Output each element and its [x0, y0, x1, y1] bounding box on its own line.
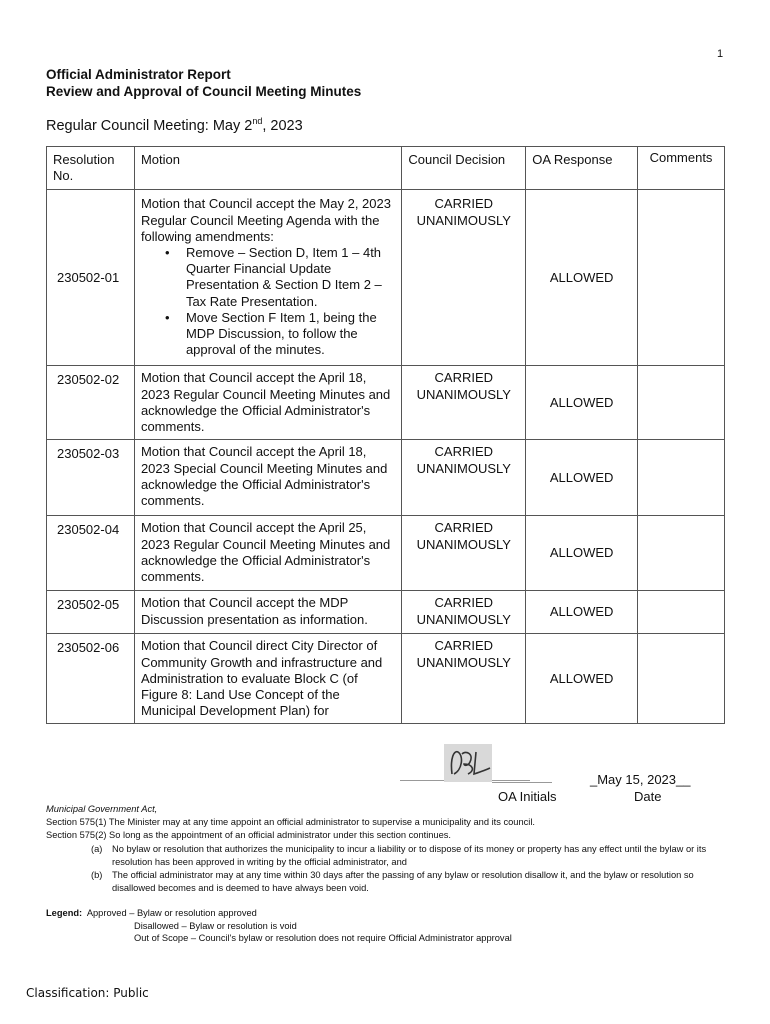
council-decision	[402, 440, 526, 516]
decision-line1: CARRIED	[434, 444, 494, 460]
legal-section	[46, 803, 726, 895]
resolution-number: 230502-01	[47, 190, 135, 366]
oa-response: ALLOWED	[526, 516, 638, 591]
meeting-prefix: Regular Council Meeting: May 2	[46, 118, 253, 134]
motion-text: Motion that Council direct City Director of Community Growth and infrastructure and Administration to evaluate Block C (of Figure 8: Land Use Concept of the Municipal Development Plan) for	[134, 634, 401, 724]
oa-response: ALLOWED	[526, 190, 638, 366]
header-oa-response: OA Response	[526, 147, 638, 190]
decision-line1: CARRIED	[434, 196, 494, 212]
subsection-b	[46, 869, 726, 895]
decision-line1: CARRIED	[434, 595, 494, 611]
council-decision	[402, 190, 526, 366]
comments-cell	[638, 634, 725, 724]
comments-cell	[638, 440, 725, 516]
resolution-number: 230502-05	[47, 591, 135, 634]
amendment-item: • Move Section F Item 1, being the MDP Discussion, to follow the approval of the minutes.	[186, 310, 397, 359]
resolution-number: 230502-02	[47, 366, 135, 440]
header-decision: Council Decision	[402, 147, 526, 190]
subsection-a	[46, 843, 726, 869]
decision-line1: CARRIED	[434, 370, 494, 386]
amendment-item: • Remove – Section D, Item 1 – 4th Quarter Financial Update Presentation & Section D Item 2 – Tax Rate Presentation.	[186, 245, 397, 310]
decision-line1: CARRIED	[434, 520, 494, 536]
comments-cell	[638, 366, 725, 440]
subsection-a-label: (a)	[91, 843, 103, 854]
header-motion: Motion	[134, 147, 401, 190]
oa-response: ALLOWED	[526, 366, 638, 440]
meeting-suffix: , 2023	[262, 118, 303, 134]
minutes-table	[46, 146, 725, 724]
signature-date: _May 15, 2023__	[590, 772, 691, 787]
comments-cell	[638, 190, 725, 366]
table-row	[47, 591, 725, 634]
table-row	[47, 440, 725, 516]
header-resolution-line2: No.	[53, 168, 74, 184]
council-decision	[402, 366, 526, 440]
page-number: 1	[717, 48, 724, 60]
header-resolution	[47, 147, 135, 190]
classification-label: Classification: Public	[26, 986, 149, 1000]
legend-out-of-scope: Out of Scope – Council's bylaw or resolution does not require Official Administrator approval	[134, 933, 512, 943]
motion-text: Motion that Council accept the April 18, 2023 Special Council Meeting Minutes and acknowledge the Official Administrator's comments.	[134, 440, 401, 516]
decision-line2: UNANIMOUSLY	[416, 386, 511, 402]
header-comments: Comments	[638, 147, 725, 190]
legend	[46, 907, 512, 945]
section-575-1: Section 575(1) The Minister may at any time appoint an official administrator to supervise a municipality and its council.	[46, 817, 536, 828]
signature-block	[400, 742, 730, 804]
comments-cell	[638, 516, 725, 591]
table-header-row	[47, 147, 725, 190]
initials-line	[492, 782, 552, 783]
oa-initials-label: OA Initials	[498, 789, 557, 804]
motion-text: Motion that Council accept the April 18, 2023 Regular Council Meeting Minutes and acknowledge the Official Administrator's comments.	[134, 366, 401, 440]
legend-approved: Approved – Bylaw or resolution approved	[86, 908, 257, 918]
title-line-1: Official Administrator Report	[46, 67, 231, 82]
decision-line2: UNANIMOUSLY	[416, 611, 511, 627]
report-title	[46, 66, 361, 100]
motion-text: Motion that Council accept the MDP Discussion presentation as information.	[134, 591, 401, 634]
resolution-number: 230502-03	[47, 440, 135, 516]
section-575-2: Section 575(2) So long as the appointment of an official administrator under this section continues.	[46, 830, 452, 841]
resolution-number: 230502-06	[47, 634, 135, 724]
subsection-b-text: The official administrator may at any time within 30 days after the passing of any bylaw or resolution disallow it, and the bylaw or resolution so disallowed becomes and is deemed to have always been void.	[112, 870, 694, 894]
decision-line2: UNANIMOUSLY	[416, 654, 511, 670]
legend-approved-row	[46, 907, 512, 920]
signature-image	[444, 744, 492, 782]
legend-disallowed: Disallowed – Bylaw or resolution is void	[134, 920, 297, 931]
oa-response: ALLOWED	[526, 591, 638, 634]
decision-line2: UNANIMOUSLY	[416, 460, 511, 476]
subsection-b-label: (b)	[91, 870, 103, 881]
act-title: Municipal Government Act,	[46, 804, 158, 814]
council-decision	[402, 634, 526, 724]
meeting-sup: nd	[252, 116, 263, 127]
table-row	[47, 366, 725, 440]
motion-text: Motion that Council accept the April 25, 2023 Regular Council Meeting Minutes and acknowledge the Official Administrator's comments.	[134, 516, 401, 591]
table-row	[47, 516, 725, 591]
legend-label: Legend:	[46, 908, 83, 918]
table-row	[47, 634, 725, 724]
title-line-2: Review and Approval of Council Meeting Minutes	[46, 84, 362, 99]
amendment-list	[186, 245, 397, 358]
motion-body: Motion that Council accept the May 2, 2023 Regular Council Meeting Agenda with the following amendments:	[140, 196, 391, 244]
motion-text	[134, 190, 401, 366]
resolution-number: 230502-04	[47, 516, 135, 591]
table-row	[47, 190, 725, 366]
signature-scribble-icon	[444, 744, 492, 782]
council-decision	[402, 591, 526, 634]
decision-line1: CARRIED	[434, 638, 494, 654]
comments-cell	[638, 591, 725, 634]
oa-response: ALLOWED	[526, 634, 638, 724]
date-label: Date	[634, 789, 662, 804]
decision-line2: UNANIMOUSLY	[416, 212, 511, 228]
decision-line2: UNANIMOUSLY	[416, 536, 511, 552]
subsection-a-text: No bylaw or resolution that authorizes the municipality to incur a liability or to dispose of its money or property has any effect until the bylaw or its resolution has been approved in writing by the official administrator, and	[112, 843, 707, 867]
council-decision	[402, 516, 526, 591]
meeting-date	[46, 118, 303, 134]
header-resolution-line1: Resolution	[53, 152, 115, 167]
oa-response: ALLOWED	[526, 440, 638, 516]
